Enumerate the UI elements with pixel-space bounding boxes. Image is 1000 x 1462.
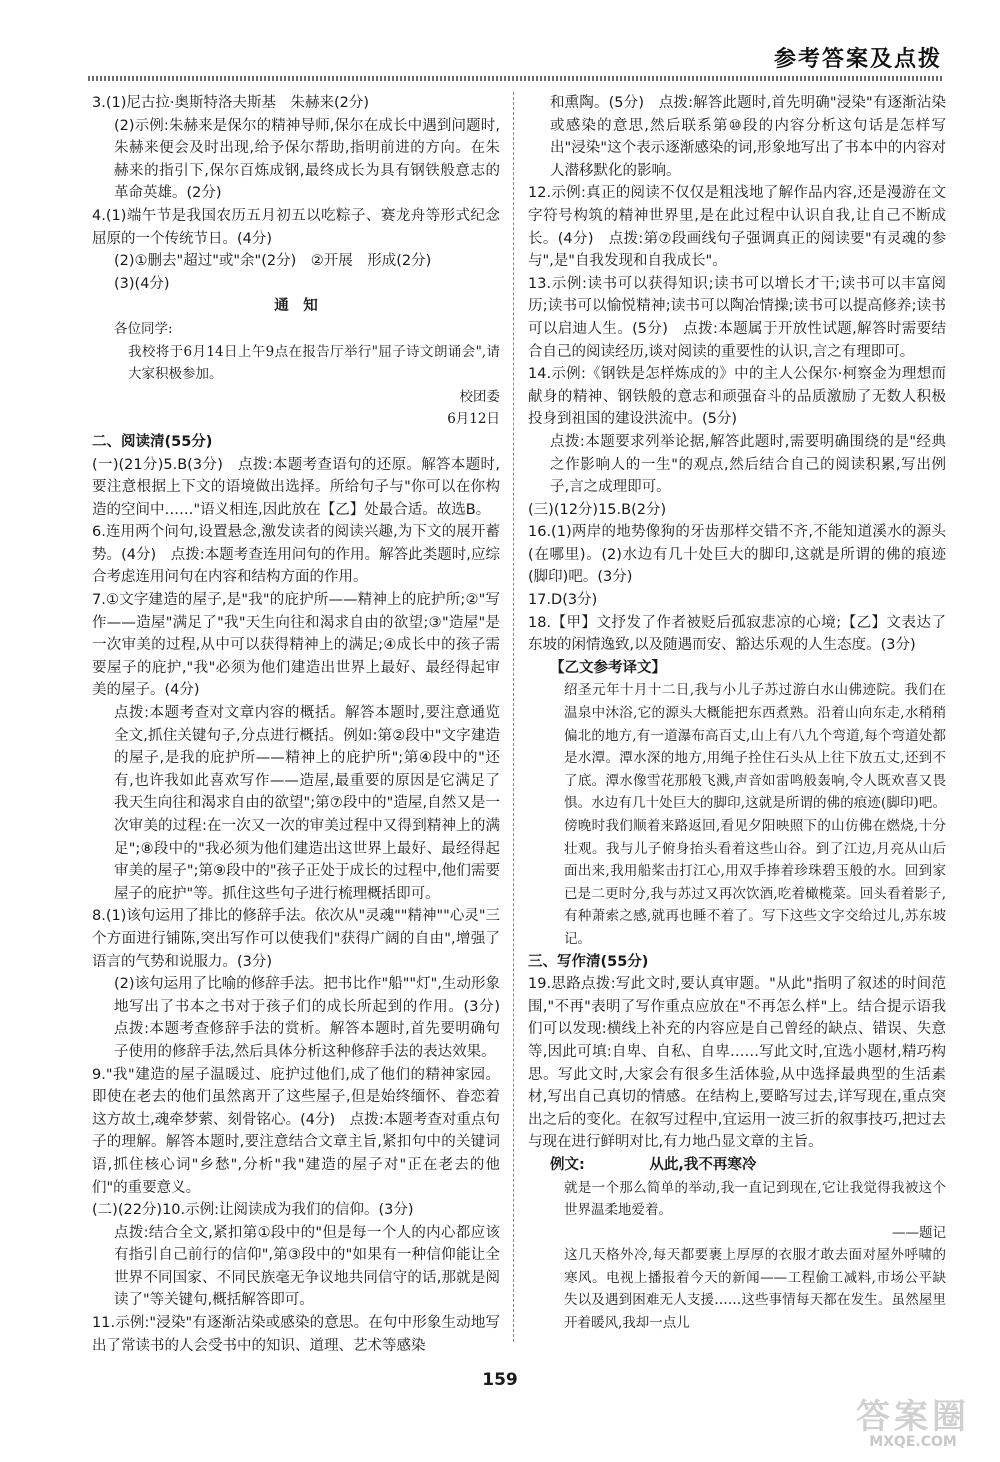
left-column <box>92 92 515 1357</box>
q11-continued: 和熏陶。(5分) 点拨:解答此题时,首先明确"浸染"有逐渐沾染或感染的意思,然后联系第⑩段的内容分析这句话是怎样写出"浸染"这个表示逐渐感染的词,形象地写出了书本中的内容对人潜移默化的影响。 <box>550 95 946 179</box>
q11: 11.示例:"浸染"有逐渐沾染或感染的意思。在句中形象生动地写出了常读书的人会受书中的知识、道理、艺术等感染 <box>92 1315 500 1354</box>
q16: 16.(1)两岸的地势像狗的牙齿那样交错不齐,不能知道溪水的源头(在哪里)。(2)水边有几十处巨大的脚印,这就是所谓的佛的痕迹(脚印)吧。(3分) <box>528 524 946 586</box>
q12: 12.示例:真正的阅读不仅仅是粗浅地了解作品内容,还是漫游在文字符号构筑的精神世界里,是在此过程中认识自我,让自己不断成长。(4分) 点拨:第⑦段画线句子强调真正的阅读要"有灵魂的参与",是"自我发现和自我成长"。 <box>528 185 946 270</box>
column-divider <box>513 92 514 1342</box>
notice-greeting: 各位同学: <box>114 320 173 337</box>
watermark-logo: 答案圈 <box>856 1397 970 1437</box>
section2-title: 二、阅读清(55分) <box>92 433 213 450</box>
q6: 6.连用两个问句,设置悬念,激发读者的阅读兴趣,为下文的展开蓄势。(4分) 点拨:本题考查连用问句的作用。解答此类题时,应综合考虑连用问句在内容和结构方面的作用。 <box>92 524 500 586</box>
q4-part3: (3)(4分) <box>114 275 170 292</box>
q3-part2: (2)示例:朱赫来是保尔的精神导师,保尔在成长中遇到问题时,朱赫来便会及时出现,给予保尔帮助,指明前进的方向。在朱赫来的指引下,保尔百炼成钢,最终成长为具有钢铁般意志的革命英雄。(2分) <box>114 117 500 202</box>
essay-epigraph: 就是一个那么简单的举动,我一直记到现在,它让我觉得我被这个世界温柔地爱着。 <box>564 1179 946 1219</box>
translation-title: 【乙文参考译文】 <box>550 659 666 676</box>
q10-tip: 点拨:结合全文,紧扣第①段中的"但是每一个人的内心都应该有指引自己前行的信仰",第③段中的"如果有一种信仰能让全世界不同国家、不同民族毫无争议地共同信守的话,那就是阅读了"等关键句,概括解答即可。 <box>114 1224 500 1309</box>
q17: 17.D(3分) <box>528 592 598 609</box>
watermark-text: MXQE.COM <box>869 1434 957 1450</box>
translation-body: 绍圣元年十月十二日,我与小儿子苏过游白水山佛迹院。我们在温泉中沐浴,它的源头大概能把东西煮熟。沿着山向东走,水稍稍偏北的地方,有一道瀑布高百丈,山上有八九个弯道,每个弯道处都是水潭。潭水深的地方,用绳子拴住石头从上往下放五丈,还到不了底。潭水像雪花那般飞溅,声音如雷鸣般轰响,令人既欢喜又畏惧。水边有几十处巨大的脚印,这就是所谓的佛的痕迹(脚印)吧。傍晚时我们顺着来路返回,看见夕阳映照下的山仿佛在燃烧,十分壮观。我与儿子俯身抬头看着这些山谷。到了江边,月亮从山后面出来,我用船桨击打江心,用双手捧着珍珠碧玉般的水。回到家已是二更时分,我与苏过又再次饮酒,吃着橄榄菜。回头看着影子,有种萧索之感,就再也睡不着了。写下这些文字交给过儿,苏东坡记。 <box>564 682 946 947</box>
right-column <box>528 92 946 1335</box>
q10: (二)(22分)10.示例:让阅读成为我们的信仰。(3分) <box>92 1202 414 1219</box>
q18: 18.【甲】文抒发了作者被贬后孤寂悲凉的心境;【乙】文表达了东坡的闲情逸致,以及随遇而安、豁达乐观的人生态度。(3分) <box>528 614 946 654</box>
essay-label: 例文: <box>550 1156 585 1173</box>
notice-title: 通 知 <box>274 298 318 315</box>
page-number: 159 <box>482 1370 518 1390</box>
q14-tip: 点拨:本题要求列举论据,解答此题时,需要明确围绕的是"经典之作影响人的一生"的观点,然后结合自己的阅读积累,写出例子,言之成理即可。 <box>550 433 946 496</box>
q4-part1: 4.(1)端午节是我国农历五月初五以吃粽子、赛龙舟等形式纪念屈原的一个传统节日。(4分) <box>92 207 500 247</box>
notice-body: 我校将于6月14日上午9点在报告厅举行"屈子诗文朗诵会",请大家积极参加。 <box>128 343 500 383</box>
q15: (三)(12分)15.B(2分) <box>528 501 667 518</box>
site-watermark <box>856 1397 970 1450</box>
q19: 19.思路点拨:写此文时,要认真审题。"从此"指明了叙述的时间范围,"不再"表明了写作重点应放在"不再怎么样"上。结合提示语我们可以发现:横线上补充的内容应是自己曾经的缺点、错误、失意等,因此可填:自卑、自私、自卑……写此文时,宜选小题材,精巧构思。写此文时,大家会有很多生活体验,从中选择最典型的生活素材,写出自己真切的情感。在结构上,要略写过去,详写现在,重点突出之后的变化。在叙写过程中,宜运用一波三折的叙事技巧,把过去与现在进行鲜明对比,有力地凸显文章的主旨。 <box>528 976 946 1151</box>
q9: 9."我"建造的屋子温暖过、庇护过他们,成了他们的精神家园。即使在老去的他们虽然离开了这些屋子,但是始终缅怀、眷恋着这方故土,魂牵梦萦、刻骨铭心。(4分) 点拨:本题考查对重点句子的理解。解答本题时,要注意结合文章主旨,紧扣句中的关键词语,抓住核心词"乡愁",分析"我"建造的屋子对"正在老去的他们"的重要意义。 <box>92 1066 500 1196</box>
q3-part1: 3.(1)尼古拉·奥斯特洛夫斯基 朱赫来(2分) <box>92 95 370 111</box>
q7-tip: 点拨:本题考查对文章内容的概括。解答本题时,要注意通览全文,抓住关键句子,分点进行概括。例如:第②段中"文字建造的屋子,是我的庇护所——精神上的庇护所";第④段中的"还有,也许我如此喜欢写作——造屋,最重要的原因是它满足了我天生向往和渴求自由的欲望";第⑦段中的"造屋,自然又是一次审美的过程:在一次又一次的审美过程中又得到精神上的满足";⑧段中的"我必须为他们建造出这世界上最好、最经得起审美的屋子";第⑨段中的"孩子正处于成长的过程中,他们需要屋子的庇护"等。抓住这些句子进行梳理概括即可。 <box>114 705 500 902</box>
q5: (一)(21分)5.B(3分) 点拨:本题考查语句的还原。解答本题时,要注意根据上下文的语境做出选择。所给句子与"你可以在你构造的空间中……"语义相连,因此放在【乙】处最合适。故选B。 <box>92 456 500 518</box>
q4-part2: (2)①删去"超过"或"余"(2分) ②开展 形成(2分) <box>114 253 432 270</box>
notice-date: 6月12日 <box>447 411 500 428</box>
q14: 14.示例:《钢铁是怎样炼成的》中的主人公保尔·柯察金为理想而献身的精神、钢铁般的意志和顽强奋斗的品质激励了无数人积极投身到祖国的建设洪流中。(5分) <box>528 366 946 428</box>
notice-sign: 校团委 <box>459 388 500 405</box>
q7: 7.①文字建造的屋子,是"我"的庇护所——精神上的庇护所;②"写作——造屋"满足了"我"天生向往和渴求自由的欲望;③"造屋"是一次审美的过程,从中可以获得精神上的满足;④成长中的孩子需要屋子的庇护,"我"必须为他们建造出世界上最好、最经得起审美的屋子。(4分) <box>92 592 500 699</box>
header-title: 参考答案及点拨 <box>773 47 942 72</box>
page-header <box>0 0 1000 90</box>
q13: 13.示例:读书可以获得知识;读书可以增长才干;读书可以丰富阅历;读书可以愉悦精神;读书可以陶冶情操;读书可以提高修养;读书可以启迪人生。(5分) 点拨:本题属于开放性试题,解答时需要结合自己的阅读经历,谈对阅读的重要性的认识,言之有理即可。 <box>528 275 946 360</box>
section3-title: 三、写作清(55分) <box>528 953 649 970</box>
essay-epigraph-sign: ——题记 <box>892 1224 946 1241</box>
essay-paragraph: 这几天格外冷,每天都要裹上厚厚的衣服才敢去面对屋外呼啸的寒风。电视上播报着今天的新闻——工程偷工减料,市场公平缺失以及遇到困难无人支援……这些事情每天都在发生。虽然屋里开着暖风,我却一点儿 <box>564 1247 946 1332</box>
essay-title: 从此,我不再寒冷 <box>649 1156 757 1173</box>
q8-part2: (2)该句运用了比喻的修辞手法。把书比作"船""灯",生动形象地写出了书本之书对于孩子们的成长所起到的作用。(3分) 点拨:本题考查修辞手法的赏析。解答本题时,首先要明确句子使用的修辞手法,然后具体分析这种修辞手法的表达效果。 <box>114 976 515 1060</box>
essay-heading <box>528 1154 946 1177</box>
header-rule <box>88 76 942 81</box>
q8-part1: 8.(1)该句运用了排比的修辞手法。依次从"灵魂""精神""心灵"三个方面进行铺陈,突出写作可以使我们"获得广阔的自由",增强了语言的气势和说服力。(3分) <box>92 908 500 970</box>
